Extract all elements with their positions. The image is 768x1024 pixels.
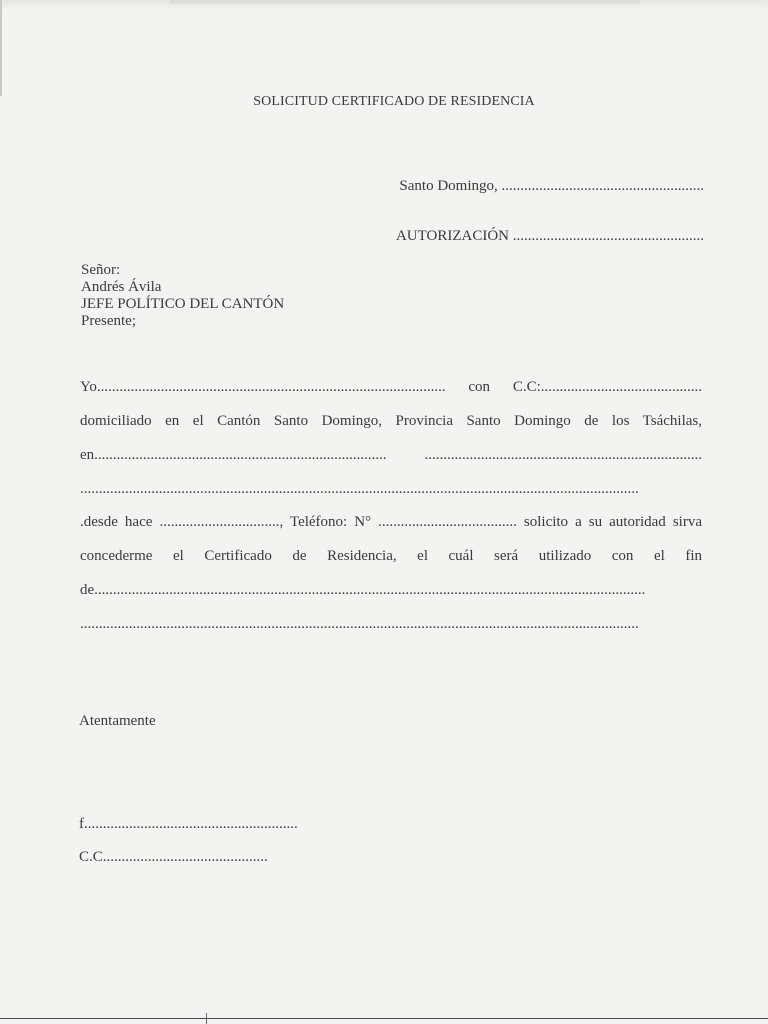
sign-off: Atentamente — [79, 713, 156, 729]
body-line-since-phone: .desde hace ................................, Teléfono: N° ..................................... solicito a su autoridad sirva — [80, 514, 702, 530]
salutation: Señor: — [81, 262, 121, 278]
document-title: SOLICITUD CERTIFICADO DE RESIDENCIA — [253, 94, 535, 109]
scan-left-edge — [0, 0, 2, 96]
id-number-line: C.C............................................ — [79, 849, 268, 865]
scan-artifact — [170, 0, 640, 4]
body-line-domicile: domiciliado en el Cantón Santo Domingo, Provincia Santo Domingo de los Tsáchilas, — [80, 413, 702, 429]
body-line-address: en.............................................................................. .......................................................................... — [80, 447, 702, 463]
signature-line: f......................................................... — [79, 816, 298, 832]
place-date-field: Santo Domingo, ...................................................... — [399, 178, 704, 194]
body-line-blank: ..................................................................................................................................................... — [80, 481, 639, 497]
body-line-purpose-cont: ..................................................................................................................................................... — [80, 616, 639, 632]
addressee-name: Andrés Ávila — [81, 279, 162, 295]
addressee-position: JEFE POLÍTICO DEL CANTÓN — [81, 296, 285, 312]
body-line-purpose: de................................................................................................................................................... — [80, 582, 646, 598]
addressee-closing: Presente; — [81, 313, 136, 329]
body-line-request: concederme el Certificado de Residencia, el cuál será utilizado con el fin — [80, 548, 702, 564]
page-bottom-edge — [0, 1018, 768, 1019]
body-line-name: Yo............................................................................................. con C.C:........................................... — [80, 379, 702, 395]
authorization-field: AUTORIZACIÓN ................................................... — [395, 228, 704, 244]
scan-artifact-tick — [206, 1013, 207, 1024]
